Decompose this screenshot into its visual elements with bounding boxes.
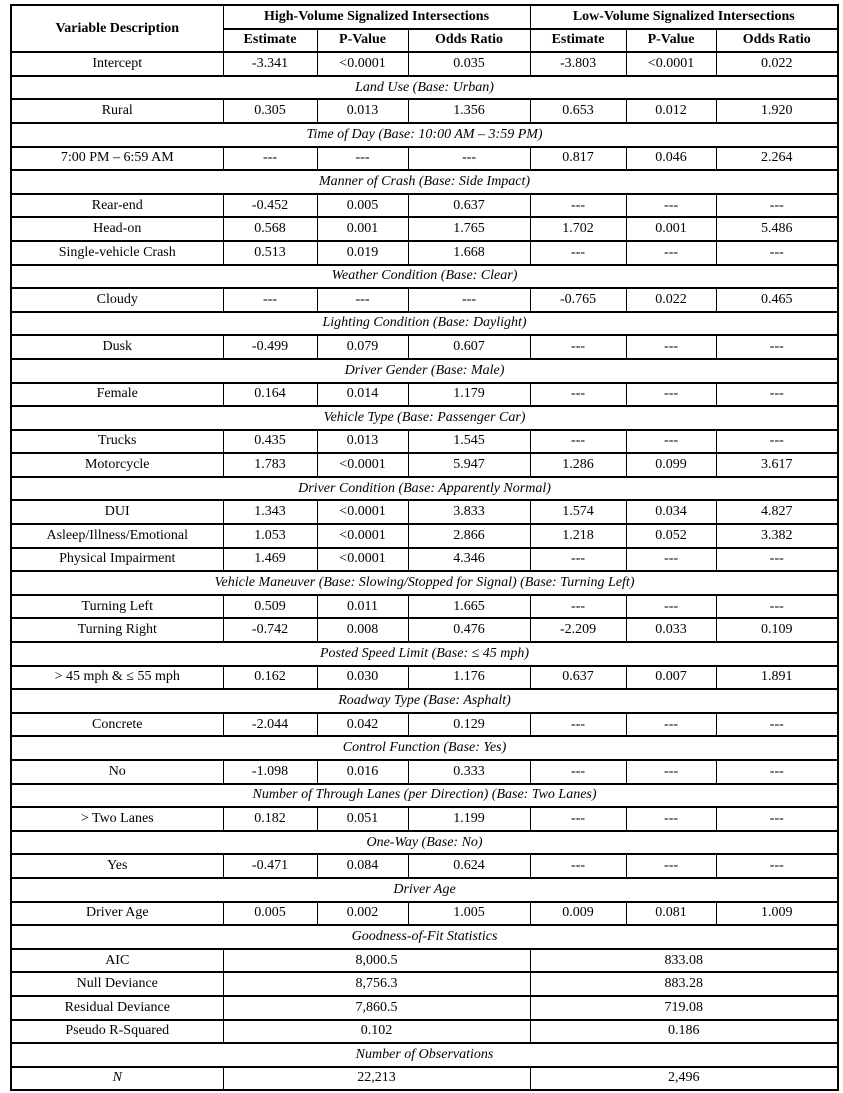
section-header-row (11, 265, 838, 289)
cell-hv-estimate: 1.469 (223, 548, 317, 572)
cell-hv-p-value: 0.014 (317, 383, 408, 407)
cell-lv-p-value: 0.034 (626, 500, 716, 524)
cell-hv-merged-value: 0.102 (223, 1020, 530, 1044)
cell-hv-odds-ratio: 1.356 (408, 99, 530, 123)
table-row (11, 996, 838, 1020)
header-hv-odds-ratio: Odds Ratio (408, 29, 530, 53)
section-header-row (11, 359, 838, 383)
section-header-row (11, 736, 838, 760)
cell-lv-estimate: --- (530, 807, 626, 831)
cell-hv-odds-ratio: 4.346 (408, 548, 530, 572)
table-row (11, 453, 838, 477)
cell-lv-estimate: -2.209 (530, 618, 626, 642)
cell-lv-p-value: 0.046 (626, 147, 716, 171)
cell-lv-odds-ratio: 1.891 (716, 666, 838, 690)
cell-lv-p-value: 0.033 (626, 618, 716, 642)
section-header-label: Vehicle Maneuver (Base: Slowing/Stopped for Signal) (Base: Turning Left) (11, 571, 838, 595)
section-header-row (11, 878, 838, 902)
cell-lv-estimate: --- (530, 595, 626, 619)
cell-lv-estimate: 0.009 (530, 902, 626, 926)
cell-hv-p-value: 0.079 (317, 335, 408, 359)
header-group-row (11, 5, 838, 29)
table-row (11, 52, 838, 76)
cell-hv-estimate: 0.005 (223, 902, 317, 926)
table-row (11, 1020, 838, 1044)
cell-hv-estimate: 0.513 (223, 241, 317, 265)
table-row (11, 99, 838, 123)
cell-lv-estimate: 1.702 (530, 217, 626, 241)
cell-lv-estimate: --- (530, 548, 626, 572)
cell-lv-odds-ratio: --- (716, 241, 838, 265)
cell-hv-p-value: 0.084 (317, 854, 408, 878)
section-header-row (11, 571, 838, 595)
variable-label: > Two Lanes (11, 807, 223, 831)
section-header-label: Number of Through Lanes (per Direction) (Base: Two Lanes) (11, 784, 838, 808)
header-hv-p-value: P-Value (317, 29, 408, 53)
header-group-high-volume: High-Volume Signalized Intersections (223, 5, 530, 29)
cell-lv-odds-ratio: --- (716, 713, 838, 737)
cell-hv-p-value: 0.001 (317, 217, 408, 241)
cell-lv-merged-value: 0.186 (530, 1020, 838, 1044)
table-row (11, 902, 838, 926)
cell-hv-odds-ratio: 1.545 (408, 430, 530, 454)
section-header-label: Number of Observations (11, 1043, 838, 1067)
table-row (11, 335, 838, 359)
cell-hv-estimate: -0.499 (223, 335, 317, 359)
table-row (11, 972, 838, 996)
cell-lv-p-value: --- (626, 430, 716, 454)
section-header-label: Driver Gender (Base: Male) (11, 359, 838, 383)
header-lv-estimate: Estimate (530, 29, 626, 53)
cell-hv-estimate: --- (223, 288, 317, 312)
cell-hv-p-value: <0.0001 (317, 548, 408, 572)
section-header-row (11, 406, 838, 430)
cell-hv-estimate: -1.098 (223, 760, 317, 784)
section-header-label: Goodness-of-Fit Statistics (11, 925, 838, 949)
cell-lv-odds-ratio: --- (716, 548, 838, 572)
table-row (11, 147, 838, 171)
table-row (11, 713, 838, 737)
cell-hv-p-value: <0.0001 (317, 524, 408, 548)
cell-hv-merged-value: 8,756.3 (223, 972, 530, 996)
variable-label: Physical Impairment (11, 548, 223, 572)
cell-lv-estimate: 1.218 (530, 524, 626, 548)
cell-hv-p-value: 0.013 (317, 99, 408, 123)
cell-hv-estimate: 0.509 (223, 595, 317, 619)
cell-hv-odds-ratio: --- (408, 147, 530, 171)
section-header-label: One-Way (Base: No) (11, 831, 838, 855)
cell-lv-p-value: --- (626, 713, 716, 737)
table-row (11, 430, 838, 454)
cell-hv-p-value: 0.019 (317, 241, 408, 265)
cell-hv-odds-ratio: 0.129 (408, 713, 530, 737)
cell-lv-estimate: --- (530, 854, 626, 878)
cell-hv-estimate: 1.783 (223, 453, 317, 477)
header-hv-estimate: Estimate (223, 29, 317, 53)
table-row (11, 217, 838, 241)
cell-lv-odds-ratio: 0.465 (716, 288, 838, 312)
cell-hv-p-value: 0.005 (317, 194, 408, 218)
cell-hv-p-value: 0.002 (317, 902, 408, 926)
table-row (11, 760, 838, 784)
table-row (11, 524, 838, 548)
variable-label: No (11, 760, 223, 784)
cell-hv-estimate: 0.568 (223, 217, 317, 241)
cell-hv-odds-ratio: 0.035 (408, 52, 530, 76)
cell-lv-p-value: --- (626, 383, 716, 407)
table-row (11, 548, 838, 572)
cell-lv-odds-ratio: 1.920 (716, 99, 838, 123)
header-lv-odds-ratio: Odds Ratio (716, 29, 838, 53)
variable-label: Single-vehicle Crash (11, 241, 223, 265)
cell-lv-estimate: 0.817 (530, 147, 626, 171)
cell-lv-p-value: 0.099 (626, 453, 716, 477)
cell-lv-odds-ratio: 0.022 (716, 52, 838, 76)
variable-label: Cloudy (11, 288, 223, 312)
cell-lv-odds-ratio: --- (716, 595, 838, 619)
cell-hv-estimate: 0.162 (223, 666, 317, 690)
cell-lv-p-value: --- (626, 241, 716, 265)
cell-lv-odds-ratio: 3.382 (716, 524, 838, 548)
cell-lv-estimate: --- (530, 760, 626, 784)
variable-label: DUI (11, 500, 223, 524)
cell-hv-p-value: 0.016 (317, 760, 408, 784)
cell-lv-p-value: 0.052 (626, 524, 716, 548)
cell-hv-estimate: 0.305 (223, 99, 317, 123)
variable-label: Concrete (11, 713, 223, 737)
cell-hv-estimate: -0.452 (223, 194, 317, 218)
cell-lv-estimate: --- (530, 713, 626, 737)
variable-label: Asleep/Illness/Emotional (11, 524, 223, 548)
table-body (11, 52, 838, 1090)
cell-lv-estimate: --- (530, 194, 626, 218)
cell-hv-odds-ratio: 1.668 (408, 241, 530, 265)
section-header-label: Land Use (Base: Urban) (11, 76, 838, 100)
cell-hv-odds-ratio: 0.637 (408, 194, 530, 218)
cell-hv-estimate: -0.742 (223, 618, 317, 642)
cell-hv-estimate: -3.341 (223, 52, 317, 76)
section-header-label: Lighting Condition (Base: Daylight) (11, 312, 838, 336)
variable-label: Rear-end (11, 194, 223, 218)
cell-lv-odds-ratio: 1.009 (716, 902, 838, 926)
section-header-row (11, 925, 838, 949)
cell-lv-odds-ratio: 4.827 (716, 500, 838, 524)
cell-lv-odds-ratio: 2.264 (716, 147, 838, 171)
section-header-row (11, 1043, 838, 1067)
cell-lv-estimate: -0.765 (530, 288, 626, 312)
cell-hv-odds-ratio: 0.607 (408, 335, 530, 359)
section-header-label: Posted Speed Limit (Base: ≤ 45 mph) (11, 642, 838, 666)
cell-lv-p-value: --- (626, 595, 716, 619)
cell-hv-merged-value: 7,860.5 (223, 996, 530, 1020)
section-header-row (11, 689, 838, 713)
cell-lv-p-value: 0.022 (626, 288, 716, 312)
cell-lv-p-value: --- (626, 194, 716, 218)
cell-lv-odds-ratio: 0.109 (716, 618, 838, 642)
cell-hv-estimate: 0.164 (223, 383, 317, 407)
variable-label: Turning Left (11, 595, 223, 619)
cell-hv-estimate: -2.044 (223, 713, 317, 737)
variable-label: Motorcycle (11, 453, 223, 477)
cell-hv-odds-ratio: 0.333 (408, 760, 530, 784)
cell-hv-odds-ratio: 2.866 (408, 524, 530, 548)
cell-lv-odds-ratio: 5.486 (716, 217, 838, 241)
variable-label: Residual Deviance (11, 996, 223, 1020)
cell-lv-odds-ratio: --- (716, 430, 838, 454)
cell-lv-p-value: --- (626, 807, 716, 831)
cell-hv-odds-ratio: 1.199 (408, 807, 530, 831)
table-row (11, 1067, 838, 1091)
cell-lv-estimate: --- (530, 430, 626, 454)
cell-hv-estimate: 1.053 (223, 524, 317, 548)
variable-label: Yes (11, 854, 223, 878)
table-row (11, 618, 838, 642)
cell-hv-estimate: -0.471 (223, 854, 317, 878)
cell-hv-p-value: 0.011 (317, 595, 408, 619)
table-row (11, 666, 838, 690)
section-header-row (11, 76, 838, 100)
cell-hv-estimate: 0.435 (223, 430, 317, 454)
section-header-label: Control Function (Base: Yes) (11, 736, 838, 760)
cell-lv-p-value: --- (626, 760, 716, 784)
cell-lv-p-value: --- (626, 335, 716, 359)
cell-lv-merged-value: 883.28 (530, 972, 838, 996)
cell-hv-p-value: <0.0001 (317, 500, 408, 524)
table-row (11, 288, 838, 312)
variable-label: Female (11, 383, 223, 407)
cell-hv-merged-value: 22,213 (223, 1067, 530, 1091)
cell-lv-odds-ratio: --- (716, 194, 838, 218)
section-header-label: Driver Condition (Base: Apparently Normal) (11, 477, 838, 501)
cell-hv-p-value: --- (317, 147, 408, 171)
section-header-label: Manner of Crash (Base: Side Impact) (11, 170, 838, 194)
table-row (11, 807, 838, 831)
variable-label: Rural (11, 99, 223, 123)
section-header-row (11, 831, 838, 855)
table-row (11, 241, 838, 265)
cell-hv-odds-ratio: 1.179 (408, 383, 530, 407)
cell-lv-merged-value: 833.08 (530, 949, 838, 973)
table-row (11, 854, 838, 878)
section-header-row (11, 784, 838, 808)
cell-hv-estimate: 0.182 (223, 807, 317, 831)
cell-hv-estimate: 1.343 (223, 500, 317, 524)
table-row (11, 595, 838, 619)
cell-hv-odds-ratio: 1.005 (408, 902, 530, 926)
cell-hv-p-value: <0.0001 (317, 52, 408, 76)
cell-lv-p-value: 0.012 (626, 99, 716, 123)
cell-hv-p-value: 0.013 (317, 430, 408, 454)
cell-lv-p-value: <0.0001 (626, 52, 716, 76)
variable-label: N (11, 1067, 223, 1091)
variable-label: AIC (11, 949, 223, 973)
variable-label: Null Deviance (11, 972, 223, 996)
cell-lv-odds-ratio: --- (716, 854, 838, 878)
variable-label: 7:00 PM – 6:59 AM (11, 147, 223, 171)
section-header-label: Driver Age (11, 878, 838, 902)
variable-label: Turning Right (11, 618, 223, 642)
cell-lv-merged-value: 2,496 (530, 1067, 838, 1091)
section-header-row (11, 477, 838, 501)
variable-label: > 45 mph & ≤ 55 mph (11, 666, 223, 690)
cell-hv-p-value: <0.0001 (317, 453, 408, 477)
cell-lv-estimate: 1.286 (530, 453, 626, 477)
regression-results-table (10, 4, 839, 1091)
cell-hv-p-value: --- (317, 288, 408, 312)
cell-lv-estimate: 0.637 (530, 666, 626, 690)
cell-hv-odds-ratio: 1.665 (408, 595, 530, 619)
cell-lv-estimate: 1.574 (530, 500, 626, 524)
cell-lv-odds-ratio: --- (716, 807, 838, 831)
cell-lv-odds-ratio: 3.617 (716, 453, 838, 477)
table-row (11, 500, 838, 524)
section-header-label: Time of Day (Base: 10:00 AM – 3:59 PM) (11, 123, 838, 147)
cell-lv-p-value: 0.007 (626, 666, 716, 690)
cell-hv-odds-ratio: 3.833 (408, 500, 530, 524)
cell-lv-odds-ratio: --- (716, 760, 838, 784)
cell-lv-estimate: --- (530, 335, 626, 359)
section-header-row (11, 642, 838, 666)
cell-hv-estimate: --- (223, 147, 317, 171)
cell-lv-p-value: --- (626, 548, 716, 572)
cell-hv-odds-ratio: 0.476 (408, 618, 530, 642)
cell-lv-estimate: -3.803 (530, 52, 626, 76)
section-header-row (11, 170, 838, 194)
table-row (11, 383, 838, 407)
header-group-low-volume: Low-Volume Signalized Intersections (530, 5, 838, 29)
cell-lv-p-value: 0.001 (626, 217, 716, 241)
cell-lv-estimate: --- (530, 241, 626, 265)
cell-hv-odds-ratio: 5.947 (408, 453, 530, 477)
cell-lv-estimate: --- (530, 383, 626, 407)
header-variable-description: Variable Description (11, 5, 223, 52)
section-header-row (11, 312, 838, 336)
cell-hv-p-value: 0.042 (317, 713, 408, 737)
cell-lv-odds-ratio: --- (716, 335, 838, 359)
section-header-label: Roadway Type (Base: Asphalt) (11, 689, 838, 713)
table-row (11, 949, 838, 973)
cell-lv-estimate: 0.653 (530, 99, 626, 123)
cell-hv-odds-ratio: --- (408, 288, 530, 312)
variable-label: Trucks (11, 430, 223, 454)
cell-hv-p-value: 0.030 (317, 666, 408, 690)
cell-hv-odds-ratio: 1.765 (408, 217, 530, 241)
variable-label: Pseudo R-Squared (11, 1020, 223, 1044)
variable-label: Dusk (11, 335, 223, 359)
section-header-row (11, 123, 838, 147)
table-row (11, 194, 838, 218)
cell-lv-p-value: 0.081 (626, 902, 716, 926)
cell-hv-odds-ratio: 1.176 (408, 666, 530, 690)
variable-label: Intercept (11, 52, 223, 76)
section-header-label: Weather Condition (Base: Clear) (11, 265, 838, 289)
cell-lv-merged-value: 719.08 (530, 996, 838, 1020)
cell-lv-odds-ratio: --- (716, 383, 838, 407)
cell-lv-p-value: --- (626, 854, 716, 878)
cell-hv-merged-value: 8,000.5 (223, 949, 530, 973)
cell-hv-p-value: 0.051 (317, 807, 408, 831)
variable-label: Head-on (11, 217, 223, 241)
cell-hv-odds-ratio: 0.624 (408, 854, 530, 878)
header-lv-p-value: P-Value (626, 29, 716, 53)
variable-label: Driver Age (11, 902, 223, 926)
cell-hv-p-value: 0.008 (317, 618, 408, 642)
section-header-label: Vehicle Type (Base: Passenger Car) (11, 406, 838, 430)
